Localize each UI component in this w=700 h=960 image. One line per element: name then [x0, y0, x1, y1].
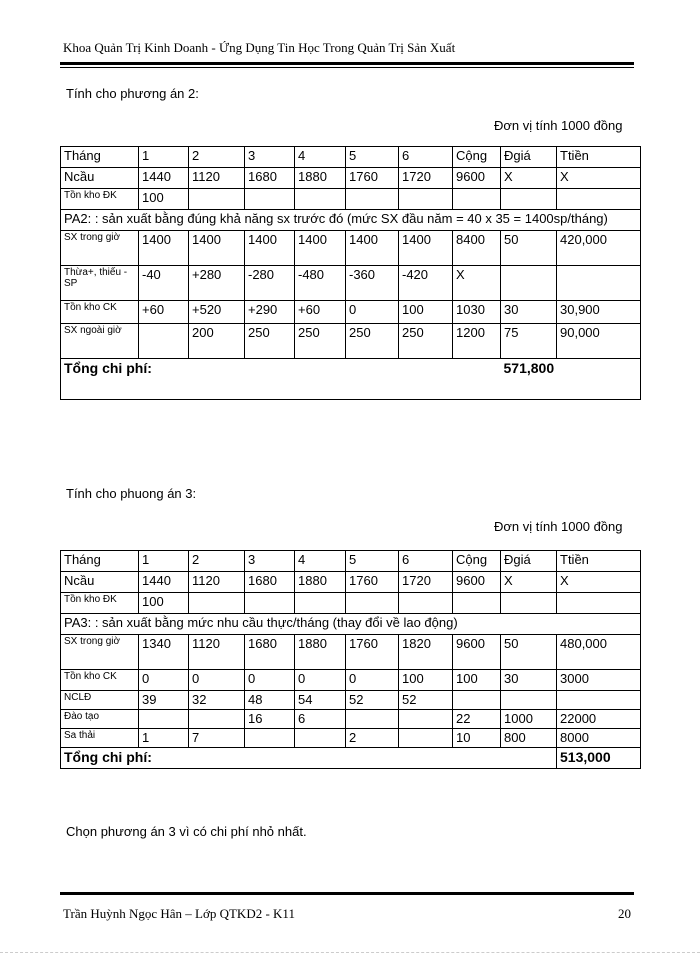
table-cell: 1720	[399, 572, 453, 593]
header-rule	[60, 62, 634, 65]
table-cell: 1680	[245, 572, 295, 593]
table-cell	[346, 593, 399, 614]
section2-unit: Đơn vị tính 1000 đồng	[494, 118, 623, 133]
table-cell: 200	[189, 324, 245, 359]
table-cell: 1400	[295, 231, 346, 266]
table-cell: 0	[295, 670, 346, 691]
table-cell	[399, 189, 453, 210]
total-value: 513,000	[557, 748, 641, 769]
table-cell: 22000	[557, 710, 641, 729]
table-cell: Cộng	[453, 551, 501, 572]
conclusion: Chọn phương án 3 vì có chi phí nhỏ nhất.	[66, 824, 307, 839]
table-cell: Tồn kho ĐK	[61, 593, 139, 614]
table-row	[61, 670, 641, 691]
table-cell: NCLĐ	[61, 691, 139, 710]
table-cell: Tồn kho ĐK	[61, 189, 139, 210]
footer-author: Trần Huỳnh Ngọc Hân – Lớp QTKD2 - K11	[63, 906, 295, 921]
table-row	[61, 635, 641, 670]
table-cell: Tháng	[61, 551, 139, 572]
table-cell	[295, 189, 346, 210]
table-row	[61, 710, 641, 729]
table-row	[61, 324, 641, 359]
table-cell: 2	[346, 729, 399, 748]
table-cell: +60	[139, 301, 189, 324]
table-cell	[501, 189, 557, 210]
table-cell: 1760	[346, 168, 399, 189]
table-cell: 4	[295, 147, 346, 168]
table-cell: 250	[399, 324, 453, 359]
table-cell: 1000	[501, 710, 557, 729]
table-cell	[295, 593, 346, 614]
table-row	[61, 168, 641, 189]
table-cell: 22	[453, 710, 501, 729]
table-cell	[557, 691, 641, 710]
table-cell: 0	[245, 670, 295, 691]
table-cell: 420,000	[557, 231, 641, 266]
table-cell: 5	[346, 147, 399, 168]
page-edge	[0, 952, 700, 953]
table-cell: 100	[139, 593, 189, 614]
table-cell: 0	[189, 670, 245, 691]
table-cell: X	[557, 168, 641, 189]
table-row	[61, 691, 641, 710]
table-cell: 50	[501, 635, 557, 670]
table-cell: 1820	[399, 635, 453, 670]
table-cell: 52	[399, 691, 453, 710]
table-cell: X	[453, 266, 501, 301]
table-row	[61, 572, 641, 593]
table-cell: 100	[399, 670, 453, 691]
table-cell: 50	[501, 231, 557, 266]
table-cell	[501, 691, 557, 710]
footer-rule	[60, 892, 634, 895]
table-cell: 100	[399, 301, 453, 324]
table-cell: Cộng	[453, 147, 501, 168]
table-cell: 4	[295, 551, 346, 572]
table-cell: 0	[346, 670, 399, 691]
table-cell: 8000	[557, 729, 641, 748]
header-row	[61, 551, 641, 572]
table-cell: +290	[245, 301, 295, 324]
plan3-table	[60, 550, 641, 769]
table-cell: 1400	[245, 231, 295, 266]
table-cell: 3000	[557, 670, 641, 691]
table-cell: Ttiền	[557, 551, 641, 572]
table-cell	[453, 691, 501, 710]
table-cell: 9600	[453, 635, 501, 670]
table-cell: 480,000	[557, 635, 641, 670]
table-cell	[453, 593, 501, 614]
table-cell	[399, 710, 453, 729]
total-row	[61, 359, 641, 400]
section3-unit: Đơn vị tính 1000 đồng	[494, 519, 623, 534]
table-cell: 1340	[139, 635, 189, 670]
section2-title: Tính cho phương án 2:	[66, 86, 199, 101]
header-row	[61, 147, 641, 168]
section3-title: Tính cho phuong án 3:	[66, 486, 197, 501]
plan-row	[61, 614, 641, 635]
table-cell: Tồn kho CK	[61, 670, 139, 691]
table-cell	[245, 189, 295, 210]
table-cell: 1440	[139, 572, 189, 593]
table-cell: SX trong giờ	[61, 635, 139, 670]
header-rule-thin	[60, 67, 634, 68]
table-cell: 32	[189, 691, 245, 710]
table-cell: 1120	[189, 572, 245, 593]
table-cell	[453, 189, 501, 210]
table-cell: 1120	[189, 635, 245, 670]
table-cell: 0	[346, 301, 399, 324]
table-row	[61, 266, 641, 301]
table-cell: Tháng	[61, 147, 139, 168]
table-cell	[346, 710, 399, 729]
table-cell: 48	[245, 691, 295, 710]
table-cell: SX trong giờ	[61, 231, 139, 266]
table-cell: 250	[295, 324, 346, 359]
table-cell: PA3: : sản xuất bằng mức nhu cầu thực/tháng (thay đổi về lao động)	[61, 614, 641, 635]
table-cell: 3	[245, 551, 295, 572]
table-cell: 30	[501, 301, 557, 324]
table-cell: 1	[139, 551, 189, 572]
table-cell: 1680	[245, 635, 295, 670]
table-cell: 2	[189, 551, 245, 572]
table-cell	[189, 189, 245, 210]
table-cell: X	[501, 572, 557, 593]
table-cell: 1880	[295, 572, 346, 593]
table-cell: -40	[139, 266, 189, 301]
table-cell: 2	[189, 147, 245, 168]
table-cell: Đào tạo	[61, 710, 139, 729]
table-cell: 30,900	[557, 301, 641, 324]
table-cell: 1720	[399, 168, 453, 189]
table-cell: Ncầu	[61, 572, 139, 593]
table-cell: 1440	[139, 168, 189, 189]
table-cell: 250	[346, 324, 399, 359]
total-value: 571,800	[501, 359, 641, 400]
table-cell: 1760	[346, 572, 399, 593]
table-cell: +520	[189, 301, 245, 324]
table-cell: 1120	[189, 168, 245, 189]
table-cell: 800	[501, 729, 557, 748]
table-cell: 1	[139, 147, 189, 168]
table-cell: -480	[295, 266, 346, 301]
table-cell: 250	[245, 324, 295, 359]
table-cell: 75	[501, 324, 557, 359]
total-label: Tổng chi phí:	[61, 359, 501, 400]
plan2-table	[60, 146, 641, 400]
table-cell	[501, 266, 557, 301]
table-cell: Đgiá	[501, 551, 557, 572]
table-cell: Tồn kho CK	[61, 301, 139, 324]
table-cell: 9600	[453, 572, 501, 593]
table-cell: 54	[295, 691, 346, 710]
table-cell	[189, 710, 245, 729]
table-cell: Sa thải	[61, 729, 139, 748]
table-cell: 10	[453, 729, 501, 748]
table-row	[61, 189, 641, 210]
table-cell: 6	[399, 147, 453, 168]
table-row	[61, 729, 641, 748]
table-cell	[245, 593, 295, 614]
total-row	[61, 748, 641, 769]
table-cell: PA2: : sản xuất bằng đúng khả năng sx trước đó (mức SX đầu năm = 40 x 35 = 1400sp/tháng)	[61, 210, 641, 231]
table-cell: 1760	[346, 635, 399, 670]
table-cell: Ttiền	[557, 147, 641, 168]
table-cell: 1400	[346, 231, 399, 266]
table-cell: 30	[501, 670, 557, 691]
table-cell: 0	[139, 670, 189, 691]
table-cell: -360	[346, 266, 399, 301]
table-cell	[399, 729, 453, 748]
table-cell	[557, 189, 641, 210]
page-number: 20	[618, 906, 631, 921]
table-cell: Ncầu	[61, 168, 139, 189]
table-cell: -420	[399, 266, 453, 301]
table-cell	[557, 593, 641, 614]
table-row	[61, 231, 641, 266]
table-cell: +60	[295, 301, 346, 324]
table-cell: 1880	[295, 168, 346, 189]
table-cell: 16	[245, 710, 295, 729]
table-cell: 6	[295, 710, 346, 729]
page-header: Khoa Quản Trị Kinh Doanh - Ứng Dụng Tin Học Trong Quản Trị Sản Xuất	[63, 40, 456, 55]
table-cell	[501, 593, 557, 614]
table-cell	[189, 593, 245, 614]
table-cell: 1680	[245, 168, 295, 189]
table-cell: Thừa+, thiếu - SP	[61, 266, 139, 301]
table-cell: 5	[346, 551, 399, 572]
table-cell: 100	[139, 189, 189, 210]
table-row	[61, 301, 641, 324]
total-label: Tổng chi phí:	[61, 748, 557, 769]
table-cell: 7	[189, 729, 245, 748]
table-cell: Đgiá	[501, 147, 557, 168]
table-cell: 6	[399, 551, 453, 572]
table-cell: SX ngoài giờ	[61, 324, 139, 359]
table-cell: 39	[139, 691, 189, 710]
table-cell	[399, 593, 453, 614]
table-cell: 1400	[399, 231, 453, 266]
table-row	[61, 593, 641, 614]
table-cell: +280	[189, 266, 245, 301]
table-cell: 1030	[453, 301, 501, 324]
table-cell	[557, 266, 641, 301]
table-cell: 100	[453, 670, 501, 691]
table-cell: 3	[245, 147, 295, 168]
table-cell: X	[557, 572, 641, 593]
table-cell	[295, 729, 346, 748]
table-cell: 1400	[139, 231, 189, 266]
table-cell	[139, 710, 189, 729]
table-cell: 52	[346, 691, 399, 710]
table-cell: 1880	[295, 635, 346, 670]
table-cell	[245, 729, 295, 748]
table-cell: 1400	[189, 231, 245, 266]
table-cell	[139, 324, 189, 359]
table-cell: -280	[245, 266, 295, 301]
table-cell: 8400	[453, 231, 501, 266]
table-cell	[346, 189, 399, 210]
table-cell: X	[501, 168, 557, 189]
table-cell: 1200	[453, 324, 501, 359]
table-cell: 9600	[453, 168, 501, 189]
table-cell: 90,000	[557, 324, 641, 359]
plan-row	[61, 210, 641, 231]
table-cell: 1	[139, 729, 189, 748]
